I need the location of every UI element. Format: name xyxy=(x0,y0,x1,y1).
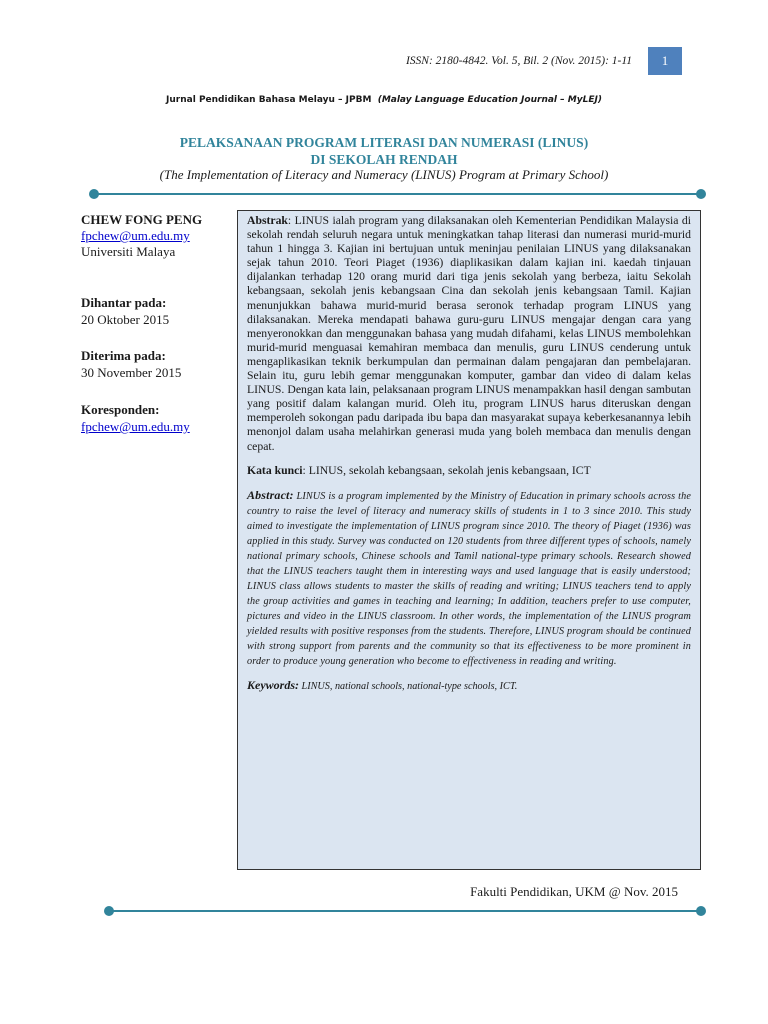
keywords-en-label: Keywords: xyxy=(247,677,299,692)
abstract-en-text: LINUS is a program implemented by the Ministry of Education in primary schools across the country to raise the level of literacy and numeracy skills of students in 1 to 3 since 2010. This study aimed to investigate the implementation of LINUS program since 2010. The theory of Piaget (1936) was applied in this study. Survey was conducted on 120 students from three different types of schools, namely national primary schools, Chinese schools and Tamil national-type primary schools. Research showed that the LINUS teachers taught them in interesting ways and used language that is easily understood; LINUS class allows students to master the skills of reading and writing; LINUS teachers tend to apply the group activities and games in teaching and learning; In addition, teachers prefer to use computer, pictures and video in the LINUS classroom. In other words, the implementation of the LINUS program yielded results with positive responses from the students. Therefore, LINUS program should be continued with strong support from parents and the community so that its effectiveness to be more prominent in order to produce young generation who become to effectiveness in reading and writing. xyxy=(247,490,691,667)
page-number-badge: 1 xyxy=(648,47,682,75)
correspondent-email-link[interactable]: fpchew@um.edu.my xyxy=(81,419,190,434)
paper-title xyxy=(0,134,768,168)
submitted-block xyxy=(81,295,231,328)
abstract-ms xyxy=(247,214,691,454)
author-name: CHEW FONG PENG xyxy=(81,212,203,227)
author-affiliation: Universiti Malaya xyxy=(81,244,176,259)
journal-name-ms: Jurnal Pendidikan Bahasa Melayu – JPBM xyxy=(166,95,372,105)
rule-end-dot xyxy=(696,189,706,199)
issn-line: ISSN: 2180-4842. Vol. 5, Bil. 2 (Nov. 2015): 1-11 xyxy=(405,55,632,67)
keywords-ms-label: Kata kunci xyxy=(247,463,303,477)
keywords-en xyxy=(247,678,691,693)
accepted-label: Diterima pada: xyxy=(81,348,166,363)
abstract-box xyxy=(237,210,701,870)
paper-title-line1: PELAKSANAAN PROGRAM LITERASI DAN NUMERASI (LINUS) xyxy=(179,135,589,150)
paper-title-line2: DI SEKOLAH RENDAH xyxy=(310,152,458,167)
abstract-en-label: Abstract: xyxy=(247,487,294,502)
abstract-ms-label: Abstrak xyxy=(247,214,288,227)
accepted-date: 30 November 2015 xyxy=(81,365,182,380)
keywords-ms-text: : LINUS, sekolah kebangsaan, sekolah jenis kebangsaan, ICT xyxy=(302,463,591,477)
bottom-divider xyxy=(109,910,701,912)
author-email-link[interactable]: fpchew@um.edu.my xyxy=(81,228,190,243)
rule-end-dot xyxy=(696,906,706,916)
journal-name xyxy=(0,95,768,105)
accepted-block xyxy=(81,348,231,381)
submitted-label: Dihantar pada: xyxy=(81,295,167,310)
journal-name-en: (Malay Language Education Journal – MyLEJ) xyxy=(377,95,602,105)
abstract-en xyxy=(247,488,691,669)
author-block xyxy=(81,212,231,260)
keywords-en-text: LINUS, national schools, national-type schools, ICT. xyxy=(299,680,518,692)
correspondent-label: Koresponden: xyxy=(81,402,160,417)
paper-title-english: (The Implementation of Literacy and Numeracy (LINUS) Program at Primary School) xyxy=(159,167,609,182)
correspondent-block xyxy=(81,402,231,435)
abstract-ms-text: : LINUS ialah program yang dilaksanakan oleh Kementerian Pendidikan Malaysia di sekolah rendah seluruh negara untuk meningkatkan tahap literasi dan numerasi murid-murid tahun 1 hingga 3. Kajian ini bertujuan untuk meninjau penilaian LINUS yang dilaksanakan sejak tahun 2010. Teori Piaget (1936) diaplikasikan dalam kajian ini. kaedah tinjauan dijalankan terhadap 120 orang murid dari tiga jenis sekolah yang berbeza, iaitu Sekolah kebangsaan, sekolah jenis kebangsaan Cina dan sekolah jenis kebangsaan Tamil. Kajian menunjukkan bahawa murid-murid berasa seronok terhadap program LINUS yang dilaksanakan. Mereka mendapati bahawa guru-guru LINUS mengajar dengan cara yang menyeronokkan dan menggunakan bahasa yang mudah difahami, kelas LINUS membolehkan murid-murid menguasai kemahiran membaca dan menulis, guru LINUS cenderung untuk mengaplikasikan teknik berkumpulan dan permainan dalam pengajaran dan pembelajaran. Selain itu, guru lebih gemar menggunakan komputer, gambar dan video di dalam kelas LINUS. Dengan kata lain, pelaksanaan program LINUS menampakkan hasil dengan sambutan yang positif dalam kalangan murid. Oleh itu, program LINUS harus diteruskan dengan memperoleh sokongan padu daripada ibu bapa dan masyarakat supaya keberkesanannya lebih menonjol dalam usaha melahirkan generasi muda yang boleh membaca dan menulis dengan cepat. xyxy=(247,214,691,453)
keywords-ms xyxy=(247,464,691,477)
top-divider xyxy=(94,193,701,195)
footer-text: Fakulti Pendidikan, UKM @ Nov. 2015 xyxy=(470,884,678,899)
submitted-date: 20 Oktober 2015 xyxy=(81,312,170,327)
